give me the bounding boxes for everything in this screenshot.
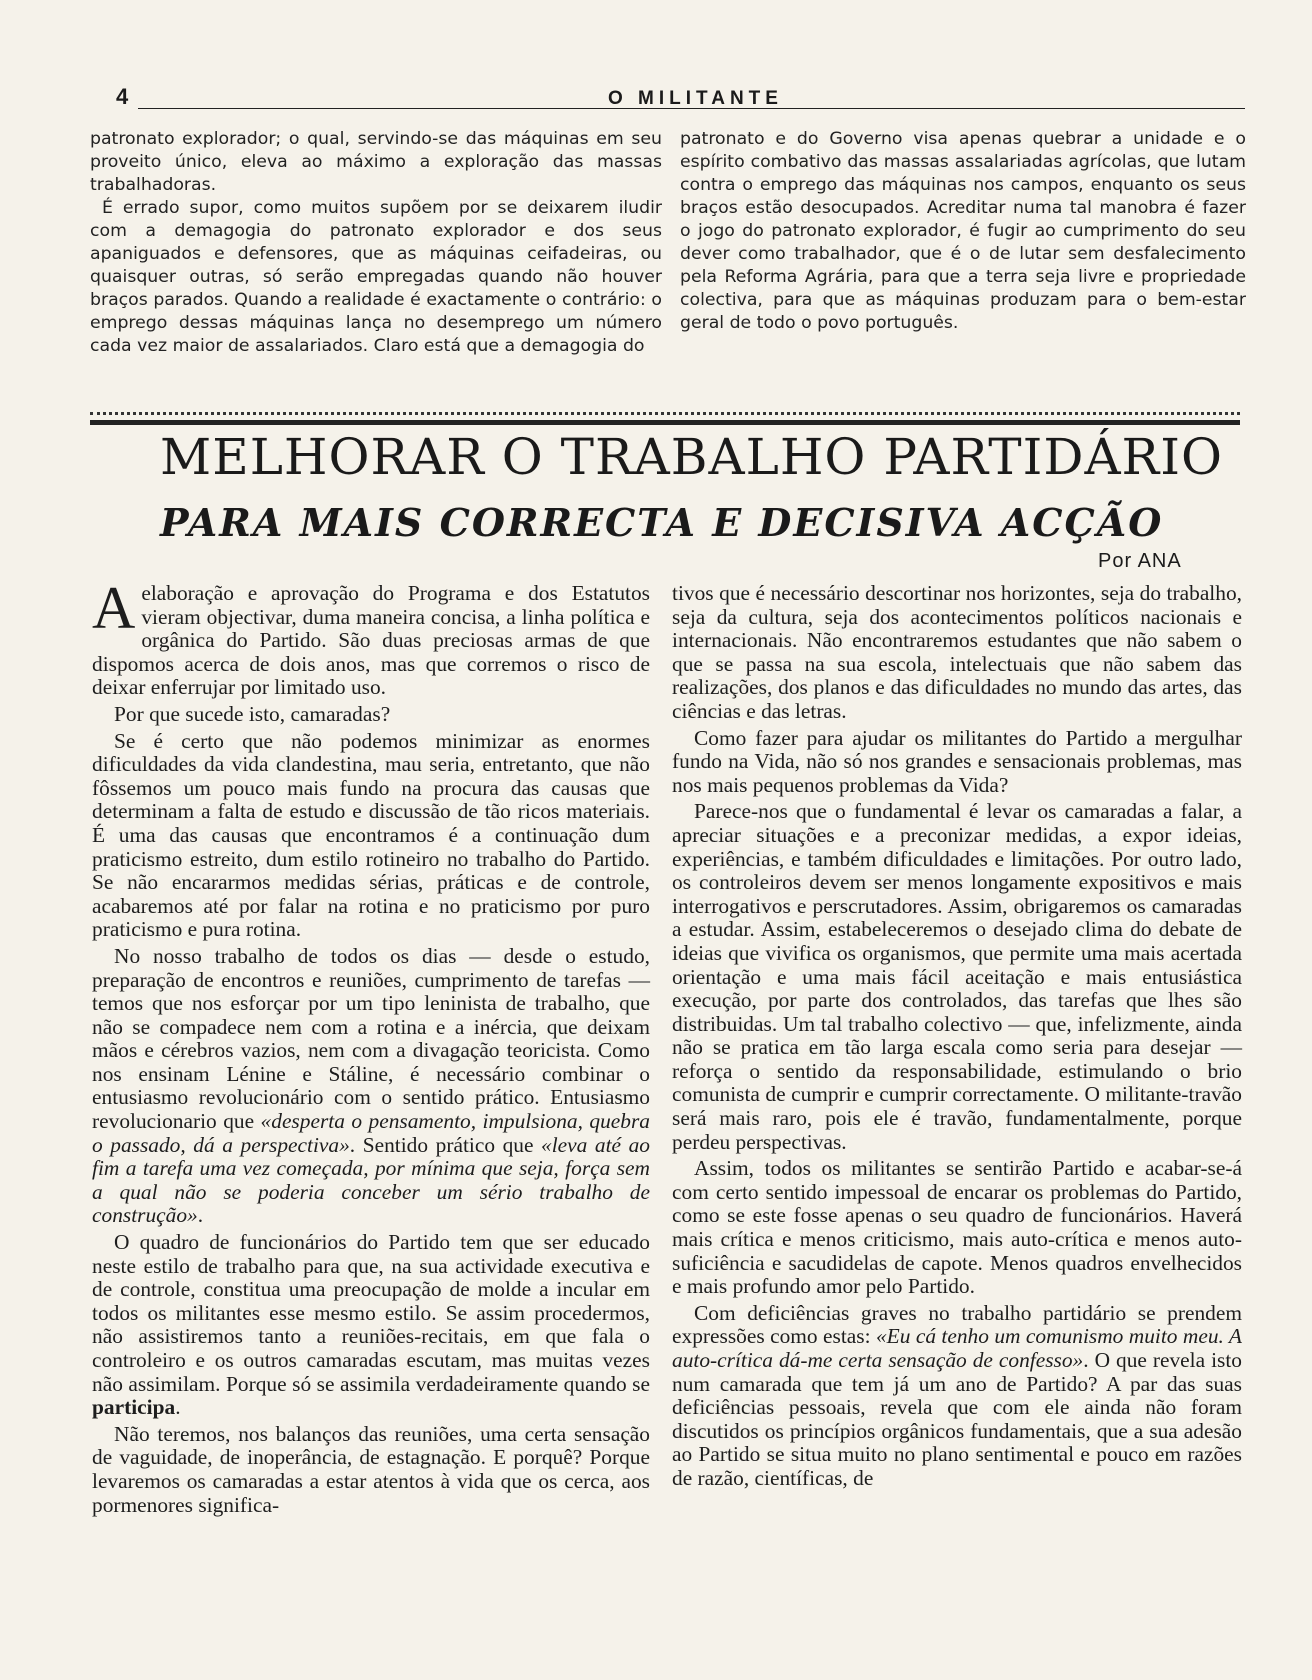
article-paragraph: Não teremos, nos balanços das reuniões, uma certa sensação de vaguidade, de inoperância, de estagnação. E porquê? Porque levaremos os camaradas a estar atentos à vida que os cerca, aos pormenores significa- <box>92 1421 650 1517</box>
article-title: MELHORAR O TRABALHO PARTIDÁRIO <box>160 428 1223 486</box>
article-paragraph: Assim, todos os militantes se sentirão Partido e acabar-se-á com certo sentido impessoal de encarar os problemas do Partido, como se este fosse apenas o seu quadro de funcionários. Haverá mais crítica e menos criticismo, mais auto-crítica e menos auto-suficiência e sacudidelas de capote. Menos quadros envelhecidos e mais profundo amor pelo Partido. <box>672 1156 1242 1299</box>
paragraph-text: . <box>175 1395 181 1420</box>
article-paragraph: tivos que é necessário descortinar nos horizontes, seja do trabalho, seja da cultura, seja dos acontecimentos políticos nacionais e internacionais. Não encontraremos estudantes que não sabem o que se passa na sua escola, intelectuais que não sabem das realizações, dos planos e das dificuldades no mundo das artes, das ciências e das letras. <box>672 581 1242 723</box>
drop-cap: A <box>92 575 136 641</box>
article-right-column <box>672 582 1242 1494</box>
article-subtitle: PARA MAIS CORRECTA E DECISIVA ACÇÃO <box>160 500 1164 545</box>
paragraph-text: O quadro de funcionários do Partido tem que ser educado neste estilo de trabalho para que, na sua actividade executiva e de controle, constitua uma preocupação de molde a incular em todos os militantes esse mesmo estilo. Se assim procedermos, não assistiremos tanto a reuniões-recitais, em que fala o controleiro e os outros camaradas escutam, mas muitas vezes não assimilam. Porque só se assimila verdadeiramente quando se <box>92 1230 650 1396</box>
top-right-paragraph: patronato e do Governo visa apenas quebrar a unidade e o espírito combativo das massas assalariadas agrícolas, que lutam contra o emprego das máquinas nos campos, enquanto os seus braços estão desocupados. Acreditar numa tal manobra é fazer o jogo do patronato explorador, é fugir ao cumprimento do seu dever como trabalhador, que é o de lutar sem desfalecimento pela Reforma Agrária, para que a terra seja livre e propriedade colectiva, para que as máquinas produzam para o bem-estar geral de todo o povo português. <box>680 129 1246 333</box>
article-paragraph: Parece-nos que o fundamental é levar os camaradas a falar, a apreciar situações e a preconizar medidas, a expor ideias, experiências, e também dificuldades e limitações. Por outro lado, os controleiros devem ser menos longamente expositivos e mais interrogativos e perscrutadores. Assim, obrigaremos os camaradas a estudar. Assim, estabeleceremos o desejado clima do debate de ideias que vivifica os organismos, que permite uma mais acertada orientação e uma mais fácil aceitação e mais entusiástica execução, por parte dos controlados, das tarefas que lhes são distribuidas. Um tal trabalho colectivo — que, infelizmente, ainda não se pratica em tão larga escala como seria para desejar — reforça o sentido da responsabilidade, estimulando o brio comunista de cumprir e cumprir correctamente. O militante-travão será mais raro, pois ele é travão, fundamentalmente, porque perdeu perspectivas. <box>672 799 1242 1154</box>
paragraph-text: . O que revela isto num camarada que tem já um ano de Partido? A par das suas deficiências pessoais, revela que com ele ainda não foram discutidos os princípios orgânicos fundamentais, que a sua adesão ao Partido se situa muito no plano sentimental e pouco em razões de razão, científicas, de <box>672 1348 1242 1490</box>
article-paragraph: Por que sucede isto, camaradas? <box>114 701 391 726</box>
paragraph-text: . Sentido prático que <box>349 1132 542 1157</box>
paragraph-text: . <box>197 1203 204 1228</box>
top-article-left-column <box>90 128 662 358</box>
paragraph-text: No nosso trabalho de todos os dias — desde o estudo, preparação de encontros e reuniões, cumprimento de tarefas — temos que nos esforçar por um tipo leninista de trabalho, que não se compadece nem com a rotina e a inércia, que deixam mãos e cérebros vazios, nem com a divagação teoricista. Como nos ensinam Lénine e Stáline, é necessário combinar o entusiasmo revolucionário com o sentido prático. Entusiasmo revolucionario que <box>92 943 650 1134</box>
article-paragraph: Como fazer para ajudar os militantes do Partido a mergulhar fundo na Vida, não só nos grandes e sensacionais problemas, mas nos mais pequenos problemas da Vida? <box>672 725 1242 797</box>
article-paragraph <box>672 1302 1242 1491</box>
quotation: «desperta o pensamento, impulsiona, quebra o passado, dá a perspectiva» <box>92 1109 650 1157</box>
quotation: «leva até ao fim a tarefa uma vez começada, por mínima que seja, força sem a qual não se poderia conceber um sério trabalho de construção» <box>92 1132 650 1228</box>
header-rule <box>138 108 1245 109</box>
paragraph-text: Com deficiências graves no trabalho partidário se prendem expressões como estas: <box>672 1300 1242 1349</box>
paragraph-text: elaboração e aprovação do Programa e dos Estatutos vieram objectivar, duma maneira concisa, a linha política e orgânica do Partido. São duas preciosas armas de que dispomos acerca de dois anos, mas que corremos o risco de deixar enferrujar por limitado uso. <box>92 581 650 700</box>
section-divider-dotted <box>90 412 1240 415</box>
article-byline: Por ANA <box>1098 550 1182 572</box>
article-paragraph <box>92 575 650 700</box>
quotation: «Eu cá tenho um comunismo muito meu. A auto-crítica dá-me certa sensação de confesso» <box>672 1324 1242 1372</box>
top-left-paragraph: patronato explorador; o qual, servindo-se das máquinas em seu proveito único, eleva ao máximo a exploração das massas trabalhadoras. <box>90 129 662 195</box>
article-paragraph <box>92 1231 650 1420</box>
emphasis: participa <box>92 1395 176 1420</box>
top-left-paragraph: É errado supor, como muitos supõem por se deixarem iludir com a demagogia do patronato explorador e dos seus apaniguados e defensores, que as máquinas ceifadeiras, ou quaisquer outras, só serão empregadas quando não houver braços parados. Quando a realidade é exactamente o contrário: o emprego dessas máquinas lança no desemprego um número cada vez maior de assalariados. Claro está que a demagogia do <box>90 198 662 356</box>
section-divider-solid <box>90 420 1240 425</box>
article-paragraph <box>92 945 650 1228</box>
top-article-right-column <box>680 128 1246 335</box>
article-left-column <box>92 575 650 1520</box>
page-number: 4 <box>116 84 129 109</box>
article-paragraph: Se é certo que não podemos minimizar as enormes dificuldades da vida clandestina, mau seria, entretanto, que não fôssemos um pouco mais fundo na procura das causas que determinam a falta de estudo e discussão de tão ricos materiais. É uma das causas que encontramos é a continuação dum praticismo estreito, dum estilo rotineiro no trabalho do Partido. Se não encararmos medidas sérias, práticas e de controle, acabaremos até por falar na rotina e no praticismo por puro praticismo e pura rotina. <box>92 728 650 942</box>
journal-name: O MILITANTE <box>608 88 783 109</box>
